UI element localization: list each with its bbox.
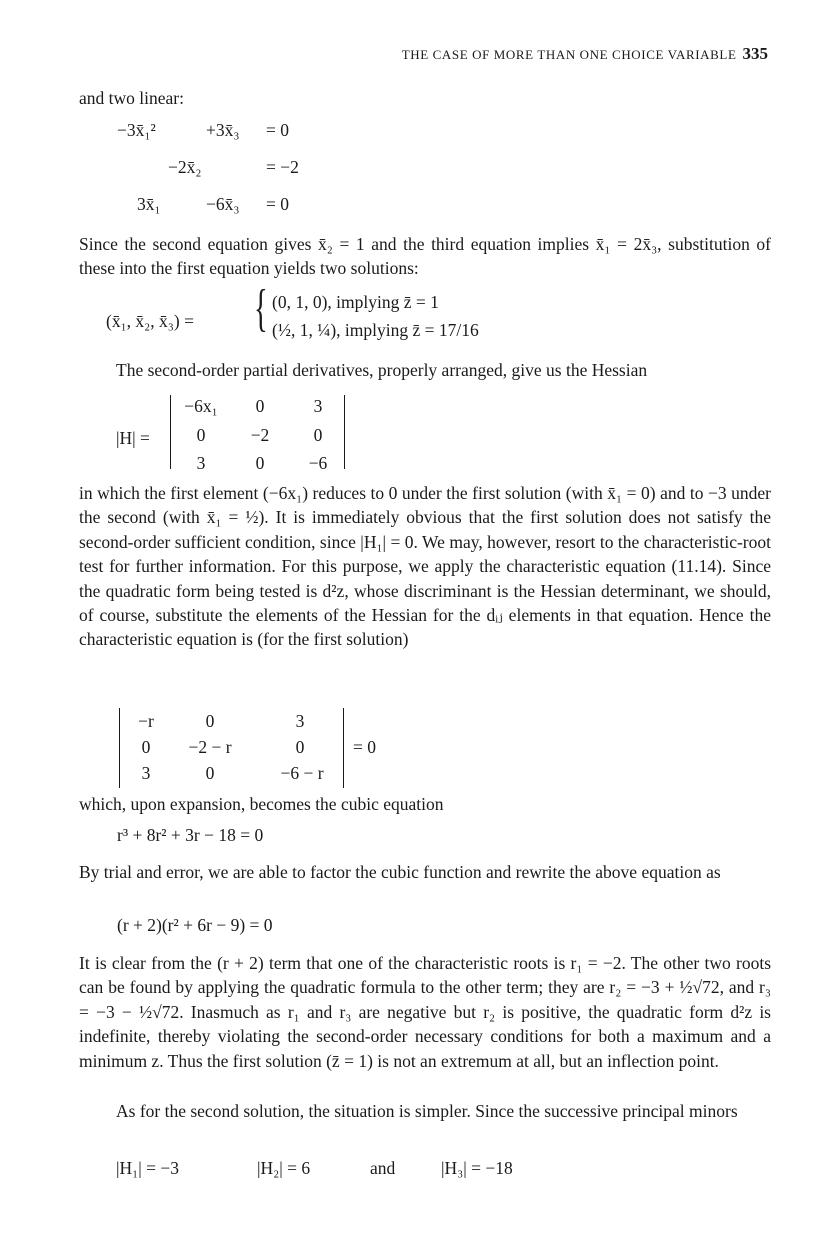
hessian-cell: −6x₁ [184,396,218,416]
page-number: 335 [742,44,768,63]
minor-h3: |H₃| = −18 [441,1158,513,1178]
char-cell: 0 [295,737,305,757]
hessian-cell: 0 [313,425,323,445]
minor-h2: |H₂| = 6 [257,1158,311,1178]
solution-2: (½, 1, ¼), implying z̄ = 17/16 [272,320,479,340]
char-cell: 0 [205,763,215,783]
linear-eq-1-left: −3x̄₁² [117,120,156,140]
linear-eq-3-rhs: = 0 [266,194,289,214]
paragraph-roots: It is clear from the (r + 2) term that one of the characteristic roots is r₁ = −2. The other two roots can be found by applying the quadratic formula to the other term; they are r₂ = −3 + ½√72, and r₃ = −3 − ½√72. Inasmuch as r₁ and r₃ are negative but r₂ is positive, the quadratic form d²z is indefinite, thereby violating the second-order necessary conditions for both a maximum and a minimum z. Thus the first solution (z̄ = 1) is not an extremum at all, but an inflection point. [79,953,771,1071]
hessian-label: |H| = [116,428,150,448]
char-cell: 3 [141,763,151,783]
char-left-bar [119,708,120,788]
char-cell: −6 − r [280,763,324,783]
hessian-left-bar [170,395,171,469]
cubic-equation: r³ + 8r² + 3r − 18 = 0 [117,825,264,845]
factored-equation: (r + 2)(r² + 6r − 9) = 0 [117,915,273,935]
paragraph-hessian: The second-order partial derivatives, properly arranged, give us the Hessian [116,360,648,380]
hessian-right-bar [344,395,345,469]
hessian-cell: 3 [313,396,323,416]
linear-eq-3-left: 3x̄₁ [137,194,161,214]
solution-1: (0, 1, 0), implying z̄ = 1 [272,292,439,312]
hessian-cell: 3 [196,453,206,473]
char-cell: −2 − r [188,737,232,757]
left-brace: { [254,280,268,337]
hessian-cell: 0 [196,425,206,445]
linear-eq-2-mid: −2x̄₂ [168,157,202,177]
minors-and: and [370,1158,396,1178]
hessian-cell: −2 [250,425,270,445]
paragraph-expansion: which, upon expansion, becomes the cubic equation [79,794,444,814]
linear-eq-1-rhs: = 0 [266,120,289,140]
linear-eq-3-mid: −6x̄₃ [206,194,240,214]
char-cell: 3 [295,711,305,731]
minor-h1: |H₁| = −3 [116,1158,179,1178]
hessian-cell: 0 [255,453,265,473]
running-head-title: THE CASE OF MORE THAN ONE CHOICE VARIABLE [401,47,737,62]
intro-text: and two linear: [79,88,184,108]
hessian-cell: 0 [255,396,265,416]
linear-eq-2-rhs: = −2 [266,157,299,177]
char-cell: −r [138,711,154,731]
char-cell: 0 [141,737,151,757]
char-equals-zero: = 0 [353,737,376,757]
hessian-cell: −6 [308,453,328,473]
paragraph-second-solution: As for the second solution, the situation is simpler. Since the successive principal minors [116,1101,738,1121]
paragraph-since: Since the second equation gives x̄₂ = 1 and the third equation implies x̄₁ = 2x̄₃, substitution of these into the first equation yields two solutions: [79,234,771,279]
paragraph-main: in which the first element (−6x₁) reduces to 0 under the first solution (with x̄₁ = 0) and to −3 under the second (with x̄₁ = ½). It is immediately obvious that the first solution does not satisfy the second-order sufficient condition, since |H₁| = 0. We may, however, resort to the characteristic-root test for further information. For this purpose, we apply the characteristic equation (11.14). Since the quadratic form being tested is d²z, whose discriminant is the Hessian determinant, we should, of course, substitute the elements of the Hessian for the dᵢⱼ elements in that equation. Hence the characteristic equation is (for the first solution) [79,483,771,650]
running-head [402,44,768,64]
char-right-bar [343,708,344,788]
linear-eq-1-mid: +3x̄₃ [206,120,240,140]
paragraph-trial: By trial and error, we are able to factor the cubic function and rewrite the above equation as [79,862,721,882]
solutions-lhs: (x̄₁, x̄₂, x̄₃) = [106,311,194,331]
char-cell: 0 [205,711,215,731]
